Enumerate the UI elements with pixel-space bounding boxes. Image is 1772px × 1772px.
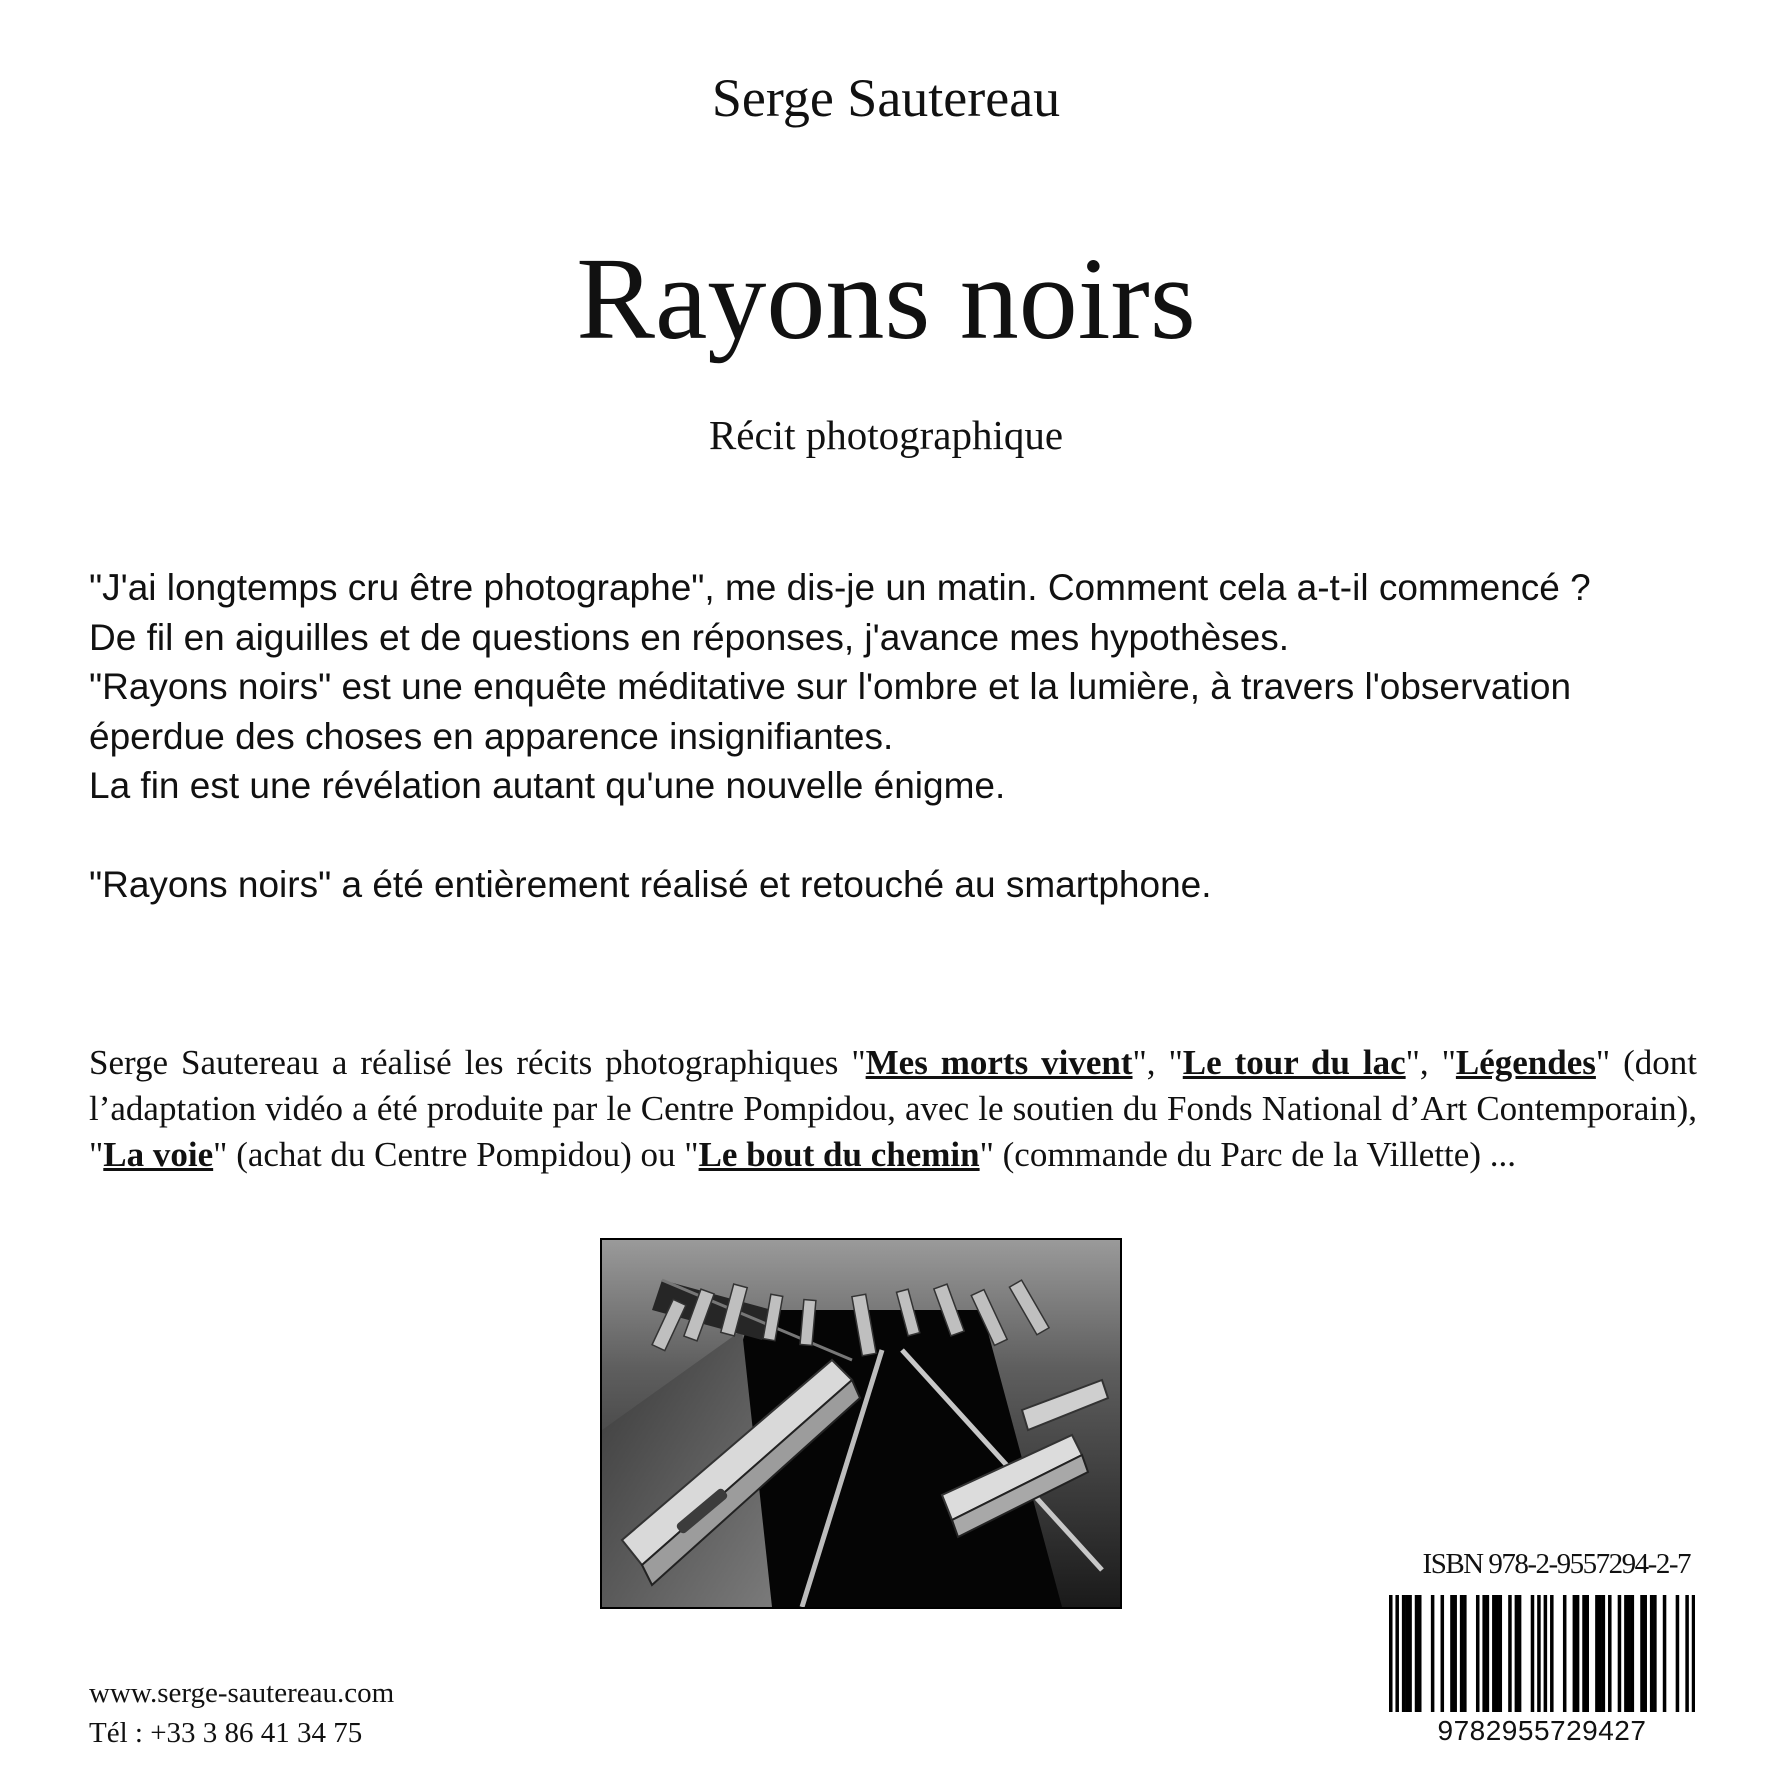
blurb	[89, 563, 1729, 910]
barcode-bar	[1486, 1595, 1490, 1712]
barcode-bar	[1463, 1595, 1467, 1712]
barcode-bar	[1576, 1595, 1580, 1712]
barcode-bar	[1453, 1595, 1457, 1712]
barcode-bar	[1663, 1595, 1667, 1712]
barcode-bar	[1495, 1595, 1499, 1712]
barcode-bar	[1431, 1595, 1435, 1712]
barcode-bar	[1460, 1595, 1464, 1712]
barcode-bar	[1415, 1595, 1419, 1712]
barcode-bar	[1595, 1595, 1599, 1712]
barcode-bar	[1441, 1595, 1445, 1712]
barcode-bar	[1537, 1595, 1541, 1712]
barcode-bar	[1602, 1595, 1606, 1712]
barcode-bar	[1402, 1595, 1406, 1712]
barcode-bar	[1573, 1595, 1577, 1712]
isbn-label: ISBN 978-2-9557294-2-7	[1422, 1548, 1690, 1580]
barcode-bar	[1450, 1595, 1454, 1712]
barcode-bar	[1643, 1595, 1647, 1712]
blurb-line: éperdue des choses en apparence insignifiantes.	[89, 715, 894, 757]
barcode-bar	[1598, 1595, 1602, 1712]
barcode-bar	[1627, 1595, 1631, 1712]
barcode-bar	[1650, 1595, 1654, 1712]
book-title: Rayons noirs	[576, 233, 1196, 364]
barcode-bar	[1624, 1595, 1628, 1712]
bio-text: " (achat du Centre Pompidou) ou "	[213, 1135, 699, 1174]
barcode-bar	[1515, 1595, 1519, 1712]
barcode-bar	[1395, 1595, 1399, 1712]
phone-number: Tél : +33 3 86 41 34 75	[89, 1717, 363, 1749]
link-la-voie[interactable]: La voie	[103, 1135, 214, 1174]
barcode-bar	[1608, 1595, 1612, 1712]
barcode-bar	[1618, 1595, 1622, 1712]
website-address: www.serge-sautereau.com	[89, 1677, 395, 1709]
barcode-bar	[1389, 1595, 1393, 1712]
barcode-number: 9782955729427	[1437, 1715, 1647, 1746]
bio-text: ", "	[1405, 1043, 1456, 1082]
barcode-bar	[1408, 1595, 1412, 1712]
barcode-bar	[1482, 1595, 1486, 1712]
link-legendes[interactable]: Légendes	[1455, 1043, 1596, 1082]
blurb-spacer	[89, 811, 1729, 861]
barcode-bar	[1563, 1595, 1567, 1712]
blurb-note: "Rayons noirs" a été entièrement réalisé et retouché au smartphone.	[89, 864, 1212, 905]
bio-text: Serge Sautereau a réalisé les récits photographiques "	[89, 1043, 866, 1082]
barcode-bar	[1550, 1595, 1554, 1712]
barcode-bar	[1418, 1595, 1422, 1712]
bio-text: ", "	[1132, 1043, 1183, 1082]
link-le-tour-du-lac[interactable]: Le tour du lac	[1182, 1043, 1406, 1082]
bio-text: " (dont l’adaptation vidéo a été produite par le Centre Pompidou, avec le soutien du Fonds National d’Art Contemporain), "	[89, 1043, 1697, 1174]
blurb-line: La fin est une révélation autant qu'une nouvelle énigme.	[89, 765, 1006, 806]
barcode-bar	[1685, 1595, 1689, 1712]
barcode-bar	[1631, 1595, 1635, 1712]
barcode-bar	[1582, 1595, 1586, 1712]
link-mes-morts-vivent[interactable]: Mes morts vivent	[865, 1043, 1133, 1082]
blurb-line: De fil en aiguilles et de questions en réponses, j'avance mes hypothèses.	[89, 616, 1290, 658]
barcode-bar	[1653, 1595, 1657, 1712]
cover-photo	[600, 1238, 1122, 1609]
barcode-bar	[1508, 1595, 1512, 1712]
barcode	[1389, 1595, 1695, 1712]
barcode-bar	[1518, 1595, 1522, 1712]
barcode-bars	[1389, 1595, 1695, 1712]
barcode-bar	[1476, 1595, 1480, 1712]
blurb-line: "Rayons noirs" est une enquête méditative sur l'ombre et la lumière, à travers l'observation	[89, 666, 1572, 707]
barcode-bar	[1692, 1595, 1695, 1712]
barcode-bar	[1544, 1595, 1548, 1712]
barcode-bar	[1640, 1595, 1644, 1712]
blurb-line: "J'ai longtemps cru être photographe", me dis-je un matin. Comment cela a-t-il commencé ?	[89, 567, 1591, 608]
barcode-bar	[1492, 1595, 1496, 1712]
barcode-bar	[1585, 1595, 1589, 1712]
author-bio	[89, 1040, 1697, 1178]
barcode-bar	[1531, 1595, 1535, 1712]
author-name: Serge Sautereau	[711, 68, 1061, 128]
barcode-bar	[1676, 1595, 1680, 1712]
barcode-bar	[1499, 1595, 1503, 1712]
clothespins-photo	[602, 1240, 1120, 1607]
book-subtitle: Récit photographique	[708, 412, 1064, 458]
barcode-bar	[1405, 1595, 1409, 1712]
link-le-bout-du-chemin[interactable]: Le bout du chemin	[698, 1135, 980, 1174]
bio-text: " (commande du Parc de la Villette) ...	[979, 1135, 1516, 1174]
